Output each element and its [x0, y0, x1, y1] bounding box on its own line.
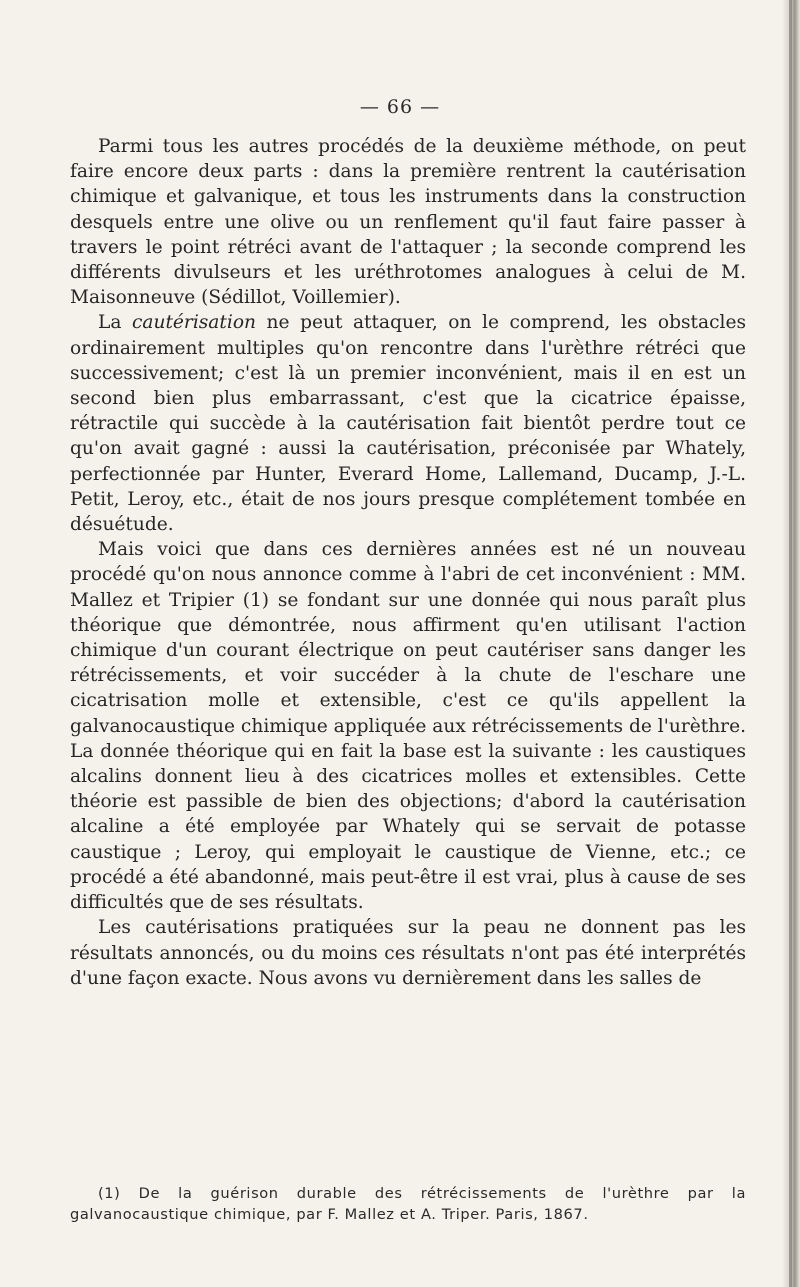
paragraph-2-rest: ne peut attaquer, on le comprend, les obstacles ordinairement multiples qu'on rencontre dans l'urèthre rétréci que successivement; c'est là un premier inconvénient, mais il en est un second bien plus embarrassant, c'est que la cicatrice épaisse, rétractile qui succède à la cautérisation fait bientôt perdre tout ce qu'on avait gagné : aussi la cautérisation, préconisée par Whately, perfectionnée par Hunter, Everard Home, Lallemand, Ducamp, J.-L. Petit, Leroy, etc., était de nos jours presque complétement tombée en désuétude. — [70, 312, 747, 536]
paragraph-2-lead: La — [98, 312, 132, 334]
page-edge-line — [789, 0, 792, 1287]
body-text — [70, 134, 746, 991]
paragraph-4: Les cautérisations pratiquées sur la peau ne donnent pas les résultats annoncés, ou du moins ces résultats n'ont pas été interprétés d'une façon exacte. Nous avons vu dernièrement dans les salles de — [70, 917, 746, 989]
paragraph-1: Parmi tous les autres procédés de la deuxième méthode, on peut faire encore deux parts : dans la première rentrent la cautérisation chimique et galvanique, et tous les instruments dans la construction desquels entre une olive ou un renflement qu'il faut faire passer à travers le point rétréci avant de l'attaquer ; la seconde comprend les différents divulseurs et les uréthrotomes analogues à celui de M. Maisonneuve (Sédillot, Voillemier). — [70, 136, 746, 309]
footnote-text: (1) De la guérison durable des rétrécissements de l'urèthre par la galvanocaustique chimique, par F. Mallez et A. Triper. Paris, 1867. — [70, 1185, 746, 1223]
paragraph-3: Mais voici que dans ces dernières années est né un nouveau procédé qu'on nous annonce comme à l'abri de cet inconvénient : MM. Mallez et Tripier (1) se fondant sur une donnée qui nous paraît plus théorique que démontrée, nous affirment qu'en utilisant l'action chimique d'un courant électrique on peut cautériser sans danger les rétrécissements, et voir succéder à la chute de l'eschare une cicatrisation molle et extensible, c'est ce qu'ils appellent la galvanocaustique chimique appliquée aux rétrécissements de l'urèthre. La donnée théorique qui en fait la base est la suivante : les caustiques alcalins donnent lieu à des cicatrices molles et extensibles. Cette théorie est passible de bien des objections; d'abord la cautérisation alcaline a été employée par Whately qui se servait de potasse caustique ; Leroy, qui employait le caustique de Vienne, etc.; ce procédé a été abandonné, mais peut-être il est vrai, plus à cause de ses difficultés que de ses résultats. — [70, 539, 746, 914]
paragraph-2 — [70, 310, 746, 537]
footnote — [70, 1183, 746, 1225]
page-number: — 66 — — [359, 96, 441, 118]
paragraph-2-emphasis: cautérisation — [131, 312, 256, 334]
